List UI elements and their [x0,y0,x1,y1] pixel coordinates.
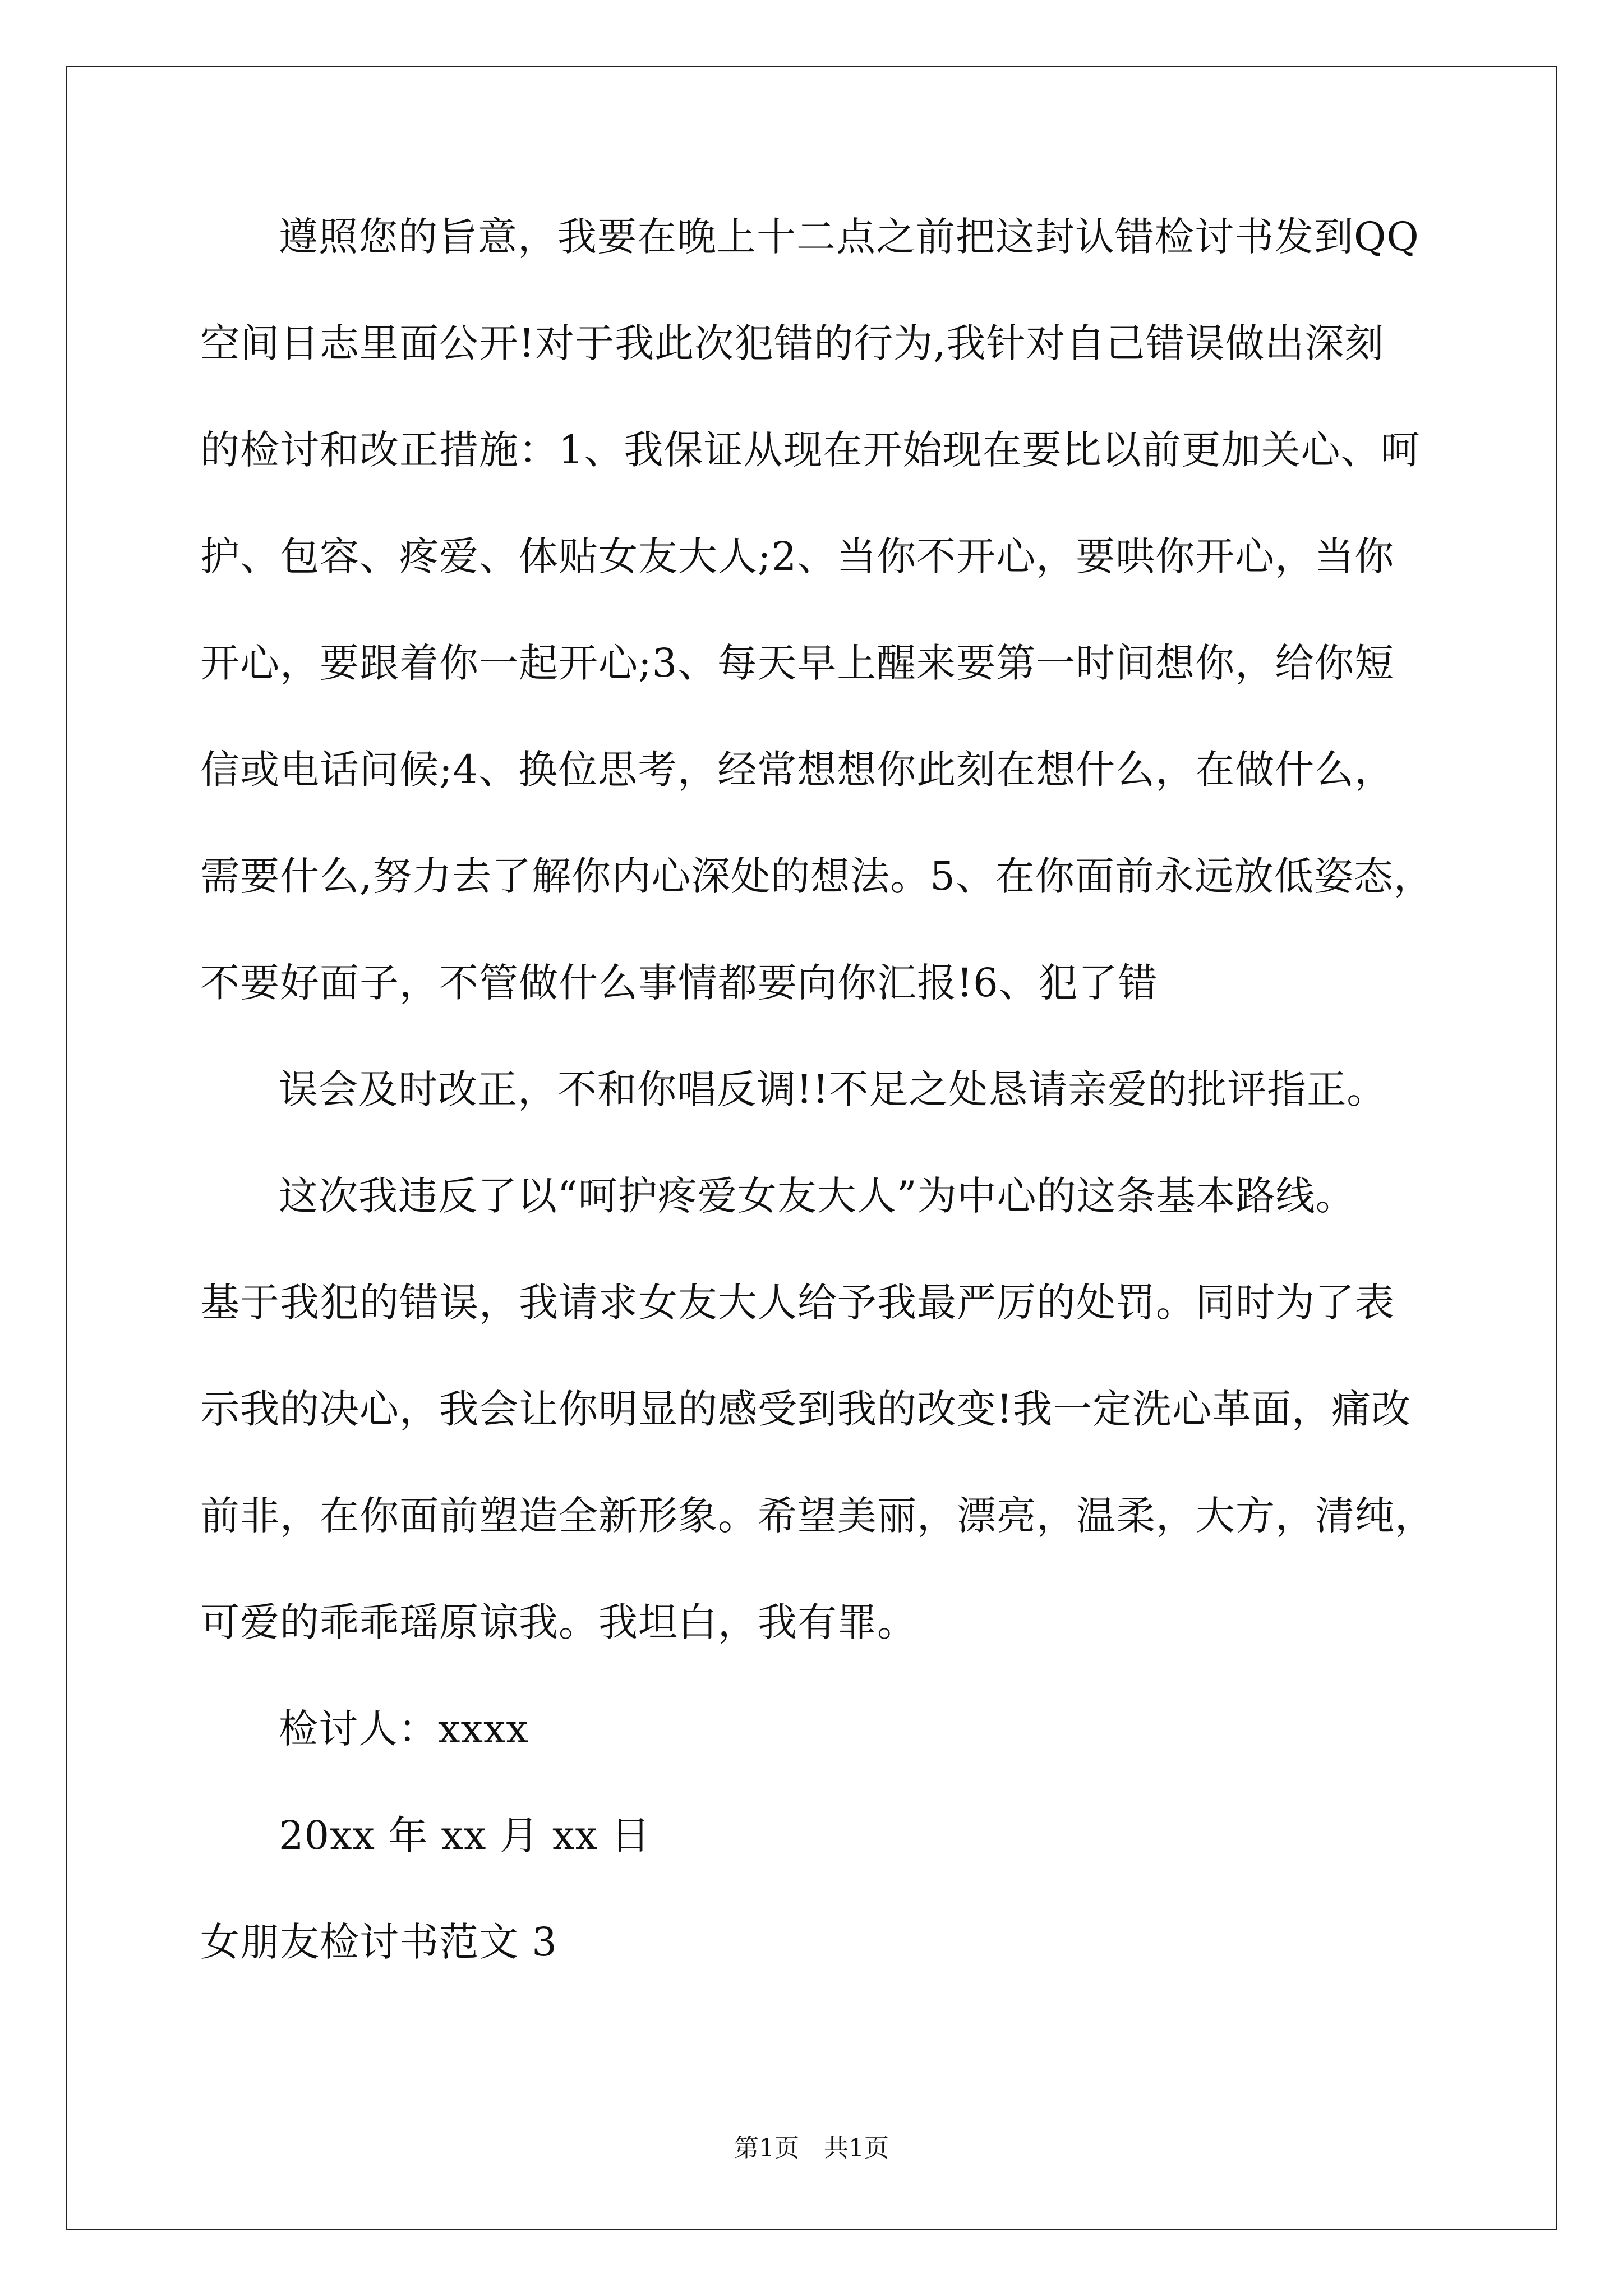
paragraph-line: 需要什么,努力去了解你内心深处的想法。5、在你面前永远放低姿态， [200,853,1433,899]
section-heading: 女朋友检讨书范文 3 [200,1919,557,1965]
page-border [66,66,1557,2230]
paragraph-line: 不要好面子，不管做什么事情都要向你汇报!6、犯了错 [200,960,1158,1006]
paragraph-line: 可爱的乖乖瑶原谅我。我坦白，我有罪。 [200,1599,917,1645]
signature-line: 检讨人：xxxx [279,1706,529,1752]
paragraph-line: 基于我犯的错误，我请求女友大人给予我最严厉的处罚。同时为了表 [200,1280,1395,1326]
paragraph-line: 示我的决心，我会让你明显的感受到我的改变!我一定洗心革面，痛改 [200,1386,1412,1432]
paragraph-line: 信或电话问候;4、换位思考，经常想想你此刻在想什么，在做什么， [200,747,1395,793]
date-line: 20xx 年 xx 月 xx 日 [279,1812,651,1858]
paragraph-line: 护、包容、疼爱、体贴女友大人;2、当你不开心，要哄你开心，当你 [200,533,1395,579]
paragraph-line: 前非，在你面前塑造全新形象。希望美丽，漂亮，温柔，大方，清纯， [200,1493,1435,1539]
paragraph-line: 的检讨和改正措施：1、我保证从现在开始现在要比以前更加关心、呵 [200,427,1421,473]
paragraph-line: 误会及时改正，不和你唱反调!!不足之处恳请亲爱的批评指正。 [279,1066,1387,1112]
page-number: 第1页 共1页 [734,2134,889,2162]
paragraph-line: 空间日志里面公开!对于我此次犯错的行为,我针对自己错误做出深刻 [200,320,1385,366]
paragraph-line: 遵照您的旨意，我要在晚上十二点之前把这封认错检讨书发到QQ [279,214,1419,260]
paragraph-line: 这次我违反了以“呵护疼爱女友大人”为中心的这条基本路线。 [279,1173,1355,1219]
paragraph-line: 开心，要跟着你一起开心;3、每天早上醒来要第一时间想你，给你短 [200,640,1395,686]
